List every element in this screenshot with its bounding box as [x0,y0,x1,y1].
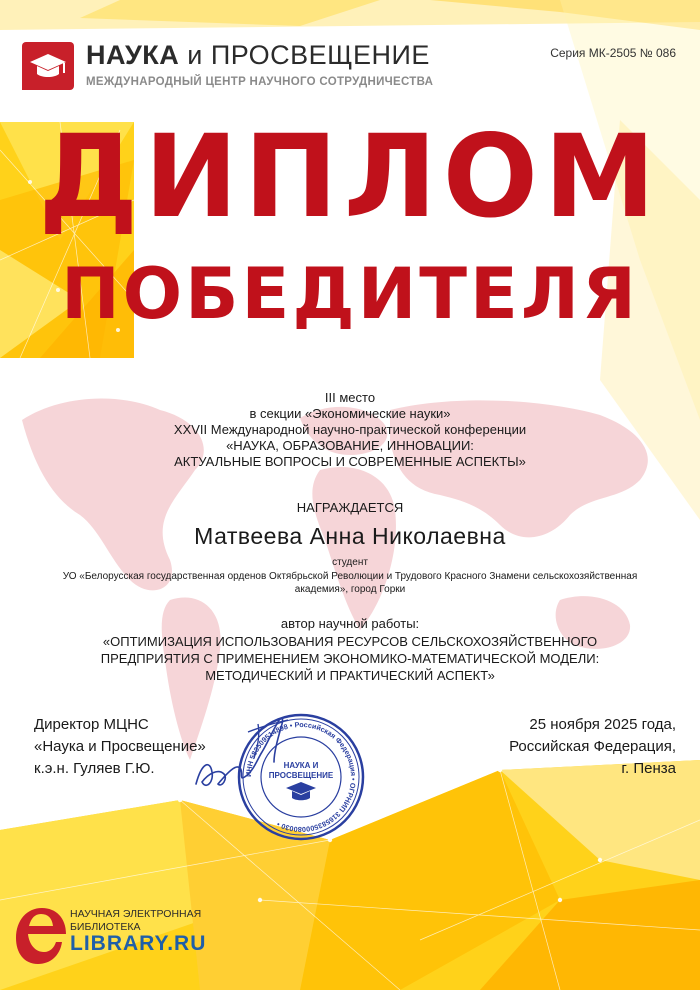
series-number: Серия МК-2505 № 086 [550,46,676,60]
diploma-title: ДИПЛОМ [38,110,662,244]
logo-mark [22,42,74,90]
organization-line-1: УО «Белорусская государственная орденов Октябрьской Революции и Трудового Красного Знамени сельскохозяйственная [62,571,638,582]
work-title-1: «ОПТИМИЗАЦИЯ ИСПОЛЬЗОВАНИЯ РЕСУРСОВ СЕЛЬСКОХОЗЯЙСТВЕННОГО [102,634,598,649]
stamp-center-line-1: НАУКА И [283,761,319,770]
work-title-2: ПРЕДПРИЯТИЯ С ПРИМЕНЕНИЕМ ЭКОНОМИКО-МАТЕМАТИЧЕСКОЙ МОДЕЛИ: [100,651,600,666]
award-section: в секции «Экономические науки» [249,406,451,421]
diploma-subtitle: ПОБЕДИТЕЛЯ [61,253,639,335]
stamp-center-line-2: ПРОСВЕЩЕНИЕ [268,771,334,780]
signer-title: Директор МЦНС [34,716,149,733]
award-conference: XXVII Международной научно-практической конференции [173,422,527,437]
award-place: III место [324,390,376,405]
place-date-block [509,714,676,780]
brand-title [86,40,430,71]
signer-name: к.э.н. Гуляев Г.Ю. [34,760,155,777]
organization-line-2: академия», город Горки [294,584,406,595]
awarded-label: НАГРАЖДАЕТСЯ [296,500,404,515]
conference-title-1: «НАУКА, ОБРАЗОВАНИЕ, ИННОВАЦИИ: [226,438,474,453]
elibrary-caption-2: БИБЛИОТЕКА [70,921,141,933]
brand-title-bold: НАУКА [86,40,180,70]
author-label: автор научной работы: [280,616,420,631]
recipient-role: студент [332,557,368,568]
award-city: г. Пенза [621,760,676,777]
award-country: Российская Федерация, [509,738,676,755]
award-date: 25 ноября 2025 года, [529,716,676,733]
elibrary-caption [70,908,201,934]
brand-title-rest: и ПРОСВЕЩЕНИЕ [179,40,430,70]
conference-title-2: АКТУАЛЬНЫЕ ВОПРОСЫ И СОВРЕМЕННЫЕ АСПЕКТЫ» [174,454,526,469]
elibrary-caption-1: НАУЧНАЯ ЭЛЕКТРОННАЯ [70,908,202,920]
official-stamp [236,712,366,842]
elibrary-e-icon [14,898,74,968]
work-title-3: МЕТОДИЧЕСКИЙ И ПРАКТИЧЕСКИЙ АСПЕКТ» [205,668,495,683]
recipient-name: Матвеева Анна Николаевна [194,523,506,549]
signer-org: «Наука и Просвещение» [34,738,206,755]
stamp-cap-icon [286,782,316,800]
elibrary-brand: LIBRARY.RU [70,932,207,955]
stamp-ring-text: ИНН 583509514898 • Российская Федерация • ОГРНИП 316583500080030 • [243,719,359,835]
signer-block [34,714,206,780]
graduation-cap-icon [22,42,74,90]
brand-subtitle: МЕЖДУНАРОДНЫЙ ЦЕНТР НАУЧНОГО СОТРУДНИЧЕСТВА [86,76,434,88]
